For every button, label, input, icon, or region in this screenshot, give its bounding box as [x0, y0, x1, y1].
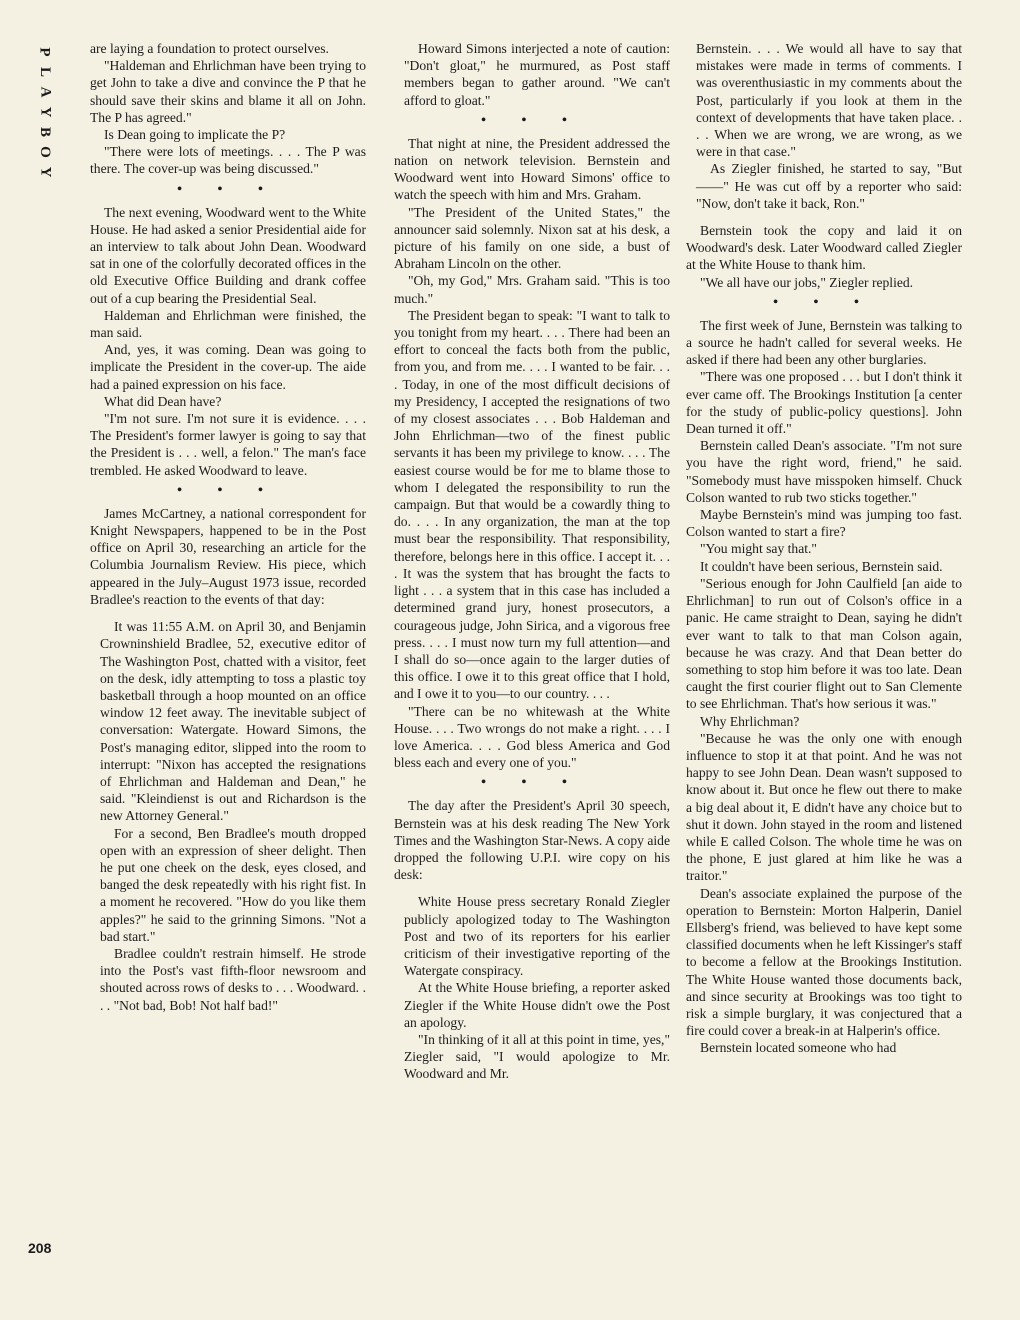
spine-letter: A	[37, 86, 53, 98]
paragraph: It couldn't have been serious, Bernstein said.	[700, 558, 943, 574]
paragraph: Bernstein called Dean's associate. "I'm not sure you have the right word, friend," he said. "Somebody must have misspoken himself. Chuck Colson wanted to rub two sticks together."	[686, 438, 962, 505]
article-column-3	[686, 40, 962, 1057]
magazine-name-vertical	[30, 42, 60, 182]
spine-letter: P	[36, 47, 53, 57]
quoted-paragraph: Bradlee couldn't restrain himself. He strode into the Post's vast fifth-floor newsroom and shouted across rows of desks to . . . Woodward. . . . "Not bad, Bob! Not half bad!"	[100, 945, 366, 1013]
paragraph: Haldeman and Ehrlichman were finished, the man said.	[90, 307, 366, 341]
paragraph: "There was one proposed . . . but I don't think it ever came off. The Brookings Institution [a center for the study of public-policy questions]. John Dean turned it off."	[686, 369, 962, 437]
paragraph: "Serious enough for John Caulfield [an aide to Ehrlichman] to run out of Colson's office in a panic. He came straight to Dean, saying he didn't ever want to talk to that man Colson again, because he was crazy. And that Dean better do something to stop him before it was too late. Dean caught the first courier flight out to San Clemente to see Ehrlichman. That's how serious it was."	[686, 575, 962, 712]
paragraph: The next evening, Woodward went to the White House. He had asked a senior Presidential aide for an interview to talk about John Dean. Woodward sat in one of the colorfully decorated offices in the old Executive Office Building and drank coffee out of a cup bearing the Presidential Seal.	[90, 204, 366, 306]
paragraph: Bernstein located someone who had	[700, 1040, 897, 1056]
spine-letter: Y	[37, 106, 53, 118]
paragraph: "There were lots of meetings. . . . The P was there. The cover-up was being discussed."	[90, 144, 366, 177]
paragraph: "I'm not sure. I'm not sure it is evidence. . . . The President's former lawyer is going to say that the President is . . . well, a felon." The man's face trembled. He asked Woodward to leave.	[90, 411, 366, 478]
paragraph: The day after the President's April 30 speech, Bernstein was at his desk reading The New York Times and the Washington Star-News. A copy aide dropped the following U.P.I. wire copy on his desk:	[394, 798, 670, 883]
quoted-paragraph: Bernstein. . . . We would all have to say that mistakes were made in terms of comments. I was overenthusiastic in my comments about the Post, particularly if you look at them in the context of developments that have taken place. . . . When we are wrong, we are wrong, as we were in that case."	[696, 41, 962, 160]
spine-letter: B	[36, 126, 53, 138]
paragraph: "The President of the United States," the announcer said solemnly. Nixon sat at his desk, a picture of his family on one side, a bust of Abraham Lincoln on the other.	[394, 204, 670, 272]
paragraph: "Oh, my God," Mrs. Graham said. "This is too much."	[394, 273, 670, 306]
paragraph: What did Dean have?	[104, 393, 222, 409]
paragraph: "You might say that."	[700, 541, 817, 557]
paragraph: "Haldeman and Ehrlichman have been trying to get John to take a dive and convince the P that he should save their skins and blame it all on John. The P has agreed."	[90, 58, 366, 125]
quoted-paragraph: At the White House briefing, a reporter asked Ziegler if the White House didn't owe the Post an apology.	[404, 980, 670, 1030]
spine-letter: O	[36, 146, 53, 158]
paragraph: Maybe Bernstein's mind was jumping too fast. Colson wanted to start a fire?	[686, 507, 962, 540]
quoted-paragraph: It was 11:55 A.M. on April 30, and Benjamin Crowninshield Bradlee, 52, executive editor of The Washington Post, chatted with a visitor, feet on the desk, idly attempting to toss a plastic toy basketball through a hoop mounted on an office window 12 feet away. The inevitable subject of conversation: Watergate. Howard Simons, the Post's managing editor, slipped into the room to interrupt: "Nixon has accepted the resignations of Ehrlichman and Haldeman and Dean," he said. "Kleindienst is out and Richardson is the new Attorney General."	[100, 619, 366, 824]
paragraph: Dean's associate explained the purpose of the operation to Bernstein: Morton Halperin, Daniel Ellsberg's friend, was believed to have kept some classified documents when he left Kissinger's staff to become a fellow at the Brookings Institution. The White House wanted those documents back, and since security at Brookings was too tight to risk a simple burglary, it was conjectured that a fire could cover a break-in at Halperin's office.	[686, 885, 962, 1039]
section-separator: • • •	[773, 294, 875, 310]
paragraph: And, yes, it was coming. Dean was going to implicate the President in the cover-up. The aide had a pained expression on his face.	[90, 342, 366, 392]
paragraph: "We all have our jobs," Ziegler replied.	[700, 274, 914, 290]
paragraph: "Because he was the only one with enough influence to stop it at that point. And he was not happy to see John Dean. Dean wasn't supposed to know about it. But once he flew out there to make a big deal about it, E didn't have any choice but to shut it down. John stayed in the room and listened while E called Colson. The whole time he was on the phone, E just glared at him like he was a traitor."	[686, 730, 962, 884]
quoted-paragraph: For a second, Ben Bradlee's mouth dropped open with an expression of sheer delight. Then he put one cheek on the desk, eyes closed, and banged the desk repeatedly with his right fist. In a moment he recovered. "How do you like them apples?" he said to the grinning Simons. "Not a bad start."	[100, 825, 366, 944]
article-column-2	[394, 40, 670, 1083]
section-separator: • • •	[177, 482, 279, 498]
paragraph: "There can be no whitewash at the White House. . . . Two wrongs do not make a right. . . . I love America. . . . God bless America and God bless each and every one of you."	[394, 703, 670, 771]
paragraph: The President began to speak: "I want to talk to you tonight from my heart. . . . There had been an effort to conceal the facts both from the public, from you, and from me. . . . I wanted to be fair. . . . Today, in one of the most difficult decisions of my Presidency, I accepted the resignations of two of my closest associates . . . Bob Haldeman and John Ehrlichman—two of the finest public servants it has been my privilege to know. . . . The easiest course would be for me to blame those to whom I delegated the responsibility to run the campaign. But that would be a cowardly thing to do. . . . In any organization, the man at the top must bear the responsibility. That responsibility, therefore, belongs here in this office. I accept it. . . . It was the system that has brought the facts to light . . . a system that in this case has included a determined grand jury, honest prosecutors, a courageous judge, John Sirica, and a vigorous free press. . . . I must now turn my full attention—and I shall do so—once again to the larger duties of this office. I owe it to this great office that I hold, and I owe it to you—to our country. . . .	[394, 307, 670, 702]
quoted-paragraph: White House press secretary Ronald Ziegler publicly apologized today to The Washington Post and two of its reporters for his earlier criticism of their investigative reporting of the Watergate conspiracy.	[404, 894, 670, 979]
paragraph: The first week of June, Bernstein was talking to a source he hadn't called for several weeks. He asked if there had been any other burglaries.	[686, 317, 962, 368]
quoted-paragraph: Howard Simons interjected a note of caution: "Don't gloat," he murmured, as Post staff members began to gather around. "We can't afford to gloat."	[404, 41, 670, 108]
section-separator: • • •	[481, 112, 583, 128]
paragraph: James McCartney, a national correspondent for Knight Newspapers, happened to be in the Post office on April 30, researching an article for the Columbia Journalism Review. His piece, which appeared in the July–August 1973 issue, recorded Bradlee's reaction to the events of that day:	[90, 505, 366, 607]
section-separator: • • •	[481, 775, 583, 791]
section-separator: • • •	[177, 181, 279, 197]
paragraph: Bernstein took the copy and laid it on Woodward's desk. Later Woodward called Ziegler at the White House to thank him.	[686, 223, 962, 273]
paragraph: That night at nine, the President addressed the nation on network television. Bernstein and Woodward went into Howard Simons' office to watch the speech with him and Mrs. Graham.	[394, 135, 670, 203]
page-number: 208	[28, 1240, 52, 1256]
quoted-paragraph: "In thinking of it all at this point in time, yes," Ziegler said, "I would apologize to Mr. Woodward and Mr.	[404, 1031, 670, 1082]
paragraph: Why Ehrlichman?	[700, 713, 800, 729]
article-column-1	[90, 40, 366, 1014]
spine-letter: L	[36, 66, 53, 78]
paragraph: are laying a foundation to protect ourselves.	[90, 41, 329, 56]
quoted-paragraph: As Ziegler finished, he started to say, "But——" He was cut off by a reporter who said: "Now, don't take it back, Ron."	[696, 161, 962, 211]
paragraph: Is Dean going to implicate the P?	[104, 127, 286, 143]
spine-letter: Y	[37, 166, 53, 178]
